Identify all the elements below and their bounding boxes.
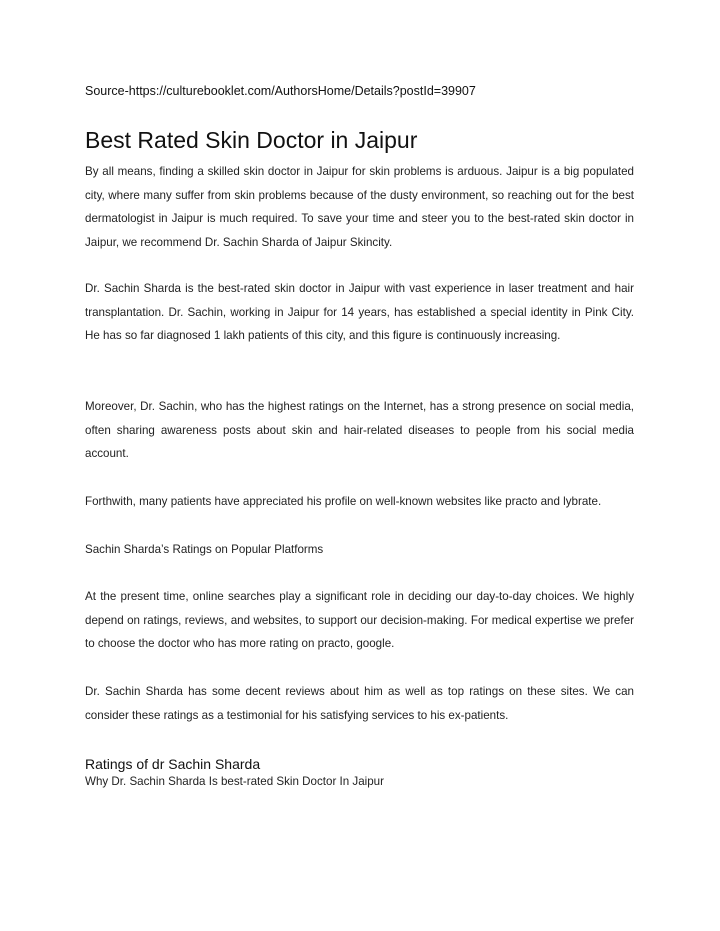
page-title: Best Rated Skin Doctor in Jaipur	[85, 127, 418, 153]
paragraph-experience: Dr. Sachin Sharda is the best-rated skin doctor in Jaipur with vast experience in laser treatment and hair transplantation. Dr. Sachin, working in Jaipur for 14 years, has established a special identity in Pink City. He has so far diagnosed 1 lakh patients of this city, and this figure is continuously increasing.	[85, 282, 634, 342]
ratings-subheading: Sachin Sharda’s Ratings on Popular Platforms	[85, 543, 324, 556]
paragraph-intro: By all means, finding a skilled skin doctor in Jaipur for skin problems is arduous. Jaipur is a big populated city, where many suffer from skin problems because of the dusty environment, so reaching out for the best dermatologist in Jaipur is much required. To save your time and steer you to the best-rated skin doctor in Jaipur, we recommend Dr. Sachin Sharda of Jaipur Skincity.	[85, 165, 634, 249]
paragraph-appreciation: Forthwith, many patients have appreciated his profile on well-known websites like practo and lybrate.	[85, 495, 602, 508]
paragraph-online-searches: At the present time, online searches play a significant role in deciding our day-to-day choices. We highly depend on ratings, reviews, and websites, to support our decision-making. For medical expertise we prefer to choose the doctor who has more rating on practo, google.	[85, 590, 634, 650]
section-caption: Why Dr. Sachin Sharda Is best-rated Skin Doctor In Jaipur	[85, 775, 384, 788]
paragraph-social-media: Moreover, Dr. Sachin, who has the highest ratings on the Internet, has a strong presence on social media, often sharing awareness posts about skin and hair-related diseases to people from his social media account.	[85, 400, 634, 460]
section-heading: Ratings of dr Sachin Sharda	[85, 756, 261, 772]
paragraph-reviews: Dr. Sachin Sharda has some decent reviews about him as well as top ratings on these sites. We can consider these ratings as a testimonial for his satisfying services to his ex-patients.	[85, 685, 634, 722]
source-line: Source-https://culturebooklet.com/AuthorsHome/Details?postId=39907	[85, 84, 476, 98]
